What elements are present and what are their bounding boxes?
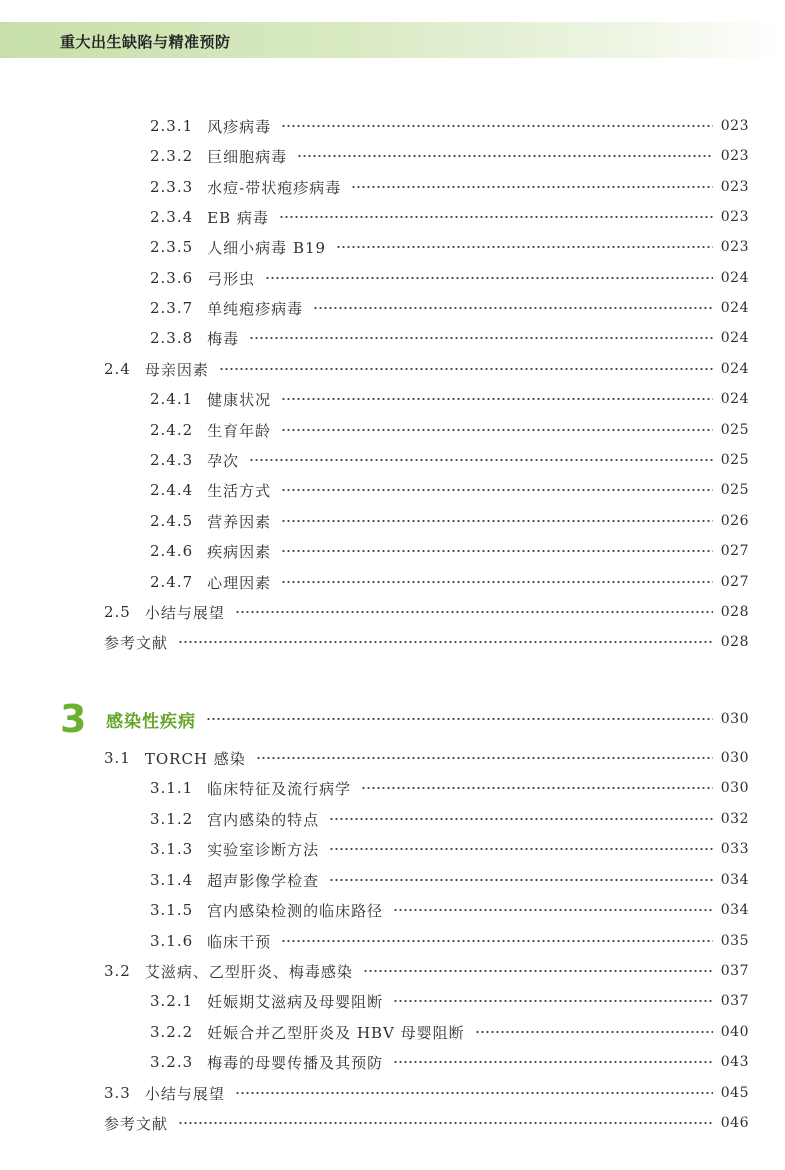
toc-entry-page: 027 <box>720 543 749 559</box>
toc-entry-number: 3.3 <box>104 1084 131 1102</box>
toc-entry-number: 3.1.1 <box>150 779 194 797</box>
toc-entry[interactable] <box>104 357 749 381</box>
toc-entry[interactable] <box>104 630 749 654</box>
toc-entry[interactable] <box>150 205 749 229</box>
dot-leader <box>351 185 713 189</box>
toc-entry-title: 健康状况 <box>207 390 272 409</box>
dot-leader <box>393 999 713 1003</box>
toc-entry-number: 3.1 <box>104 749 131 767</box>
toc-entry[interactable] <box>150 144 749 168</box>
toc-entry-number: 3.1.2 <box>150 810 194 828</box>
toc-entry[interactable] <box>150 266 749 290</box>
toc-entry-page: 023 <box>720 239 749 255</box>
toc-entry-title: 水痘-带状疱疹病毒 <box>207 178 342 197</box>
toc-entry-page: 024 <box>720 330 749 346</box>
toc-entry-number: 2.4.2 <box>150 421 194 439</box>
dot-leader <box>363 969 713 973</box>
toc-entry[interactable] <box>150 326 749 350</box>
toc-entry[interactable] <box>150 175 749 199</box>
dot-leader <box>329 817 713 821</box>
dot-leader <box>256 756 713 760</box>
toc-entry-number: 2.4.3 <box>150 451 194 469</box>
toc-entry-page: 037 <box>720 993 749 1009</box>
toc-entry-number: 2.3.8 <box>150 329 194 347</box>
toc-entry-page: 030 <box>720 750 749 766</box>
toc-entry[interactable] <box>150 570 749 594</box>
dot-leader <box>336 245 713 249</box>
toc-entry-page: 045 <box>720 1085 749 1101</box>
toc-entry[interactable] <box>104 746 749 770</box>
chapter-title: 感染性疾病 <box>106 711 196 732</box>
toc-entry[interactable] <box>150 478 749 502</box>
toc-entry[interactable] <box>150 807 749 831</box>
toc-entry[interactable] <box>150 509 749 533</box>
toc-entry-title: 生活方式 <box>207 481 272 500</box>
toc-entry-number: 3.1.4 <box>150 871 194 889</box>
toc-entry[interactable] <box>150 539 749 563</box>
dot-leader <box>281 519 713 523</box>
toc-entry-number: 2.5 <box>104 603 131 621</box>
toc-entry[interactable] <box>150 1050 749 1074</box>
toc-entry[interactable] <box>150 868 749 892</box>
dot-leader <box>475 1030 713 1034</box>
toc-entry[interactable] <box>150 837 749 861</box>
toc-entry-title: 弓形虫 <box>207 269 256 288</box>
toc-entry-title: 孕次 <box>207 451 240 470</box>
toc-entry-number: 3.1.5 <box>150 901 194 919</box>
toc-entry-title: 巨细胞病毒 <box>207 147 288 166</box>
toc-entry-title: 梅毒的母婴传播及其预防 <box>207 1053 384 1072</box>
dot-leader <box>249 458 713 462</box>
dot-leader <box>281 397 713 401</box>
toc-entry-number: 3.2.3 <box>150 1053 194 1071</box>
toc-entry[interactable] <box>150 989 749 1013</box>
toc-entry-page: 034 <box>720 902 749 918</box>
toc-entry-page: 037 <box>720 963 749 979</box>
toc-entry-page: 023 <box>720 118 749 134</box>
dot-leader <box>219 367 713 371</box>
dot-leader <box>393 908 713 912</box>
toc-entry-title: TORCH 感染 <box>144 749 246 768</box>
toc-entry[interactable] <box>150 235 749 259</box>
toc-entry-title: 疾病因素 <box>207 542 272 561</box>
toc-entry-title: 参考文献 <box>104 633 169 652</box>
toc-entry[interactable] <box>150 418 749 442</box>
toc-entry-page: 025 <box>720 452 749 468</box>
toc-entry-number: 2.3.3 <box>150 178 194 196</box>
toc-entry-page: 040 <box>720 1024 749 1040</box>
toc-entry-number: 2.4.4 <box>150 481 194 499</box>
toc-entry-title: 营养因素 <box>207 512 272 531</box>
toc-entry-number: 2.4 <box>104 360 131 378</box>
toc-entry[interactable] <box>150 448 749 472</box>
toc-entry-title: 母亲因素 <box>144 360 209 379</box>
toc-entry-number: 3.2 <box>104 962 131 980</box>
toc-entry-page: 023 <box>720 179 749 195</box>
toc-entry-title: 宫内感染检测的临床路径 <box>207 901 384 920</box>
toc-entry-title: 艾滋病、乙型肝炎、梅毒感染 <box>144 962 353 981</box>
toc-entry-title: 小结与展望 <box>144 1084 225 1103</box>
toc-entry-page: 043 <box>720 1054 749 1070</box>
toc-entry-title: 单纯疱疹病毒 <box>207 299 304 318</box>
toc-entry-page: 028 <box>720 634 749 650</box>
toc-entry-number: 3.1.6 <box>150 932 194 950</box>
toc-entry-page: 024 <box>720 270 749 286</box>
toc-entry[interactable] <box>104 1081 749 1105</box>
toc-entry-page: 030 <box>720 711 749 727</box>
toc-entry[interactable] <box>150 387 749 411</box>
dot-leader <box>281 488 713 492</box>
dot-leader <box>281 939 713 943</box>
dot-leader <box>313 306 713 310</box>
toc-entry-title: 生育年龄 <box>207 421 272 440</box>
dot-leader <box>279 215 713 219</box>
dot-leader <box>281 549 713 553</box>
toc-entry-number: 2.3.7 <box>150 299 194 317</box>
dot-leader <box>281 580 713 584</box>
toc-entry[interactable] <box>150 296 749 320</box>
toc-entry-number: 2.3.2 <box>150 147 194 165</box>
toc-entry-number: 3.2.2 <box>150 1023 194 1041</box>
toc-entry-number: 2.4.1 <box>150 390 194 408</box>
toc-entry[interactable] <box>150 898 749 922</box>
running-header-title: 重大出生缺陷与精准预防 <box>60 33 231 51</box>
dot-leader <box>281 124 713 128</box>
toc-entry-title: 超声影像学检查 <box>207 871 320 890</box>
toc-entry-title: 临床干预 <box>207 932 272 951</box>
toc-entry[interactable] <box>150 1020 749 1044</box>
chapter-number: 3 <box>60 697 87 741</box>
toc-entry-number: 3.2.1 <box>150 992 194 1010</box>
chapter-entry[interactable] <box>60 699 749 739</box>
toc-entry-page: 032 <box>720 811 749 827</box>
toc-entry-page: 028 <box>720 604 749 620</box>
toc-entry[interactable] <box>104 600 749 624</box>
toc-entry-page: 024 <box>720 391 749 407</box>
toc-entry[interactable] <box>104 1111 749 1135</box>
toc-entry[interactable] <box>150 114 749 138</box>
toc-entry-title: 实验室诊断方法 <box>207 840 320 859</box>
toc-entry-title: 梅毒 <box>207 329 240 348</box>
toc-entry-page: 033 <box>720 841 749 857</box>
toc-entry-title: 小结与展望 <box>144 603 225 622</box>
toc-entry-title: 风疹病毒 <box>207 117 272 136</box>
toc-entry-page: 035 <box>720 933 749 949</box>
toc-entry-title: 妊娠期艾滋病及母婴阻断 <box>207 992 384 1011</box>
dot-leader <box>265 276 713 280</box>
toc-entry-page: 024 <box>720 361 749 377</box>
toc-entry[interactable] <box>150 929 749 953</box>
toc-entry-number: 2.3.6 <box>150 269 194 287</box>
dot-leader <box>235 1091 713 1095</box>
toc-entry-number: 3.1.3 <box>150 840 194 858</box>
toc-entry-number: 2.4.6 <box>150 542 194 560</box>
toc-entry-number: 2.3.4 <box>150 208 194 226</box>
toc-entry-title: 参考文献 <box>104 1114 169 1133</box>
dot-leader <box>297 154 713 158</box>
dot-leader <box>235 610 713 614</box>
toc-entry-page: 025 <box>720 482 749 498</box>
toc-entry-page: 026 <box>720 513 749 529</box>
toc-entry-page: 027 <box>720 574 749 590</box>
toc-entry-title: 临床特征及流行病学 <box>207 779 352 798</box>
toc-entry-page: 025 <box>720 422 749 438</box>
toc-entry-title: 妊娠合并乙型肝炎及 HBV 母婴阻断 <box>207 1023 465 1042</box>
toc-entry[interactable] <box>150 776 749 800</box>
toc-entry-title: 人细小病毒 B19 <box>207 238 327 257</box>
toc-entry[interactable] <box>104 959 749 983</box>
toc-entry-number: 2.3.1 <box>150 117 194 135</box>
toc-entry-page: 024 <box>720 300 749 316</box>
toc-entry-number: 2.4.5 <box>150 512 194 530</box>
toc-entry-page: 046 <box>720 1115 749 1131</box>
toc-entry-page: 034 <box>720 872 749 888</box>
dot-leader <box>361 786 713 790</box>
toc-entry-title: 宫内感染的特点 <box>207 810 320 829</box>
toc-entry-page: 030 <box>720 780 749 796</box>
toc-entry-page: 023 <box>720 209 749 225</box>
dot-leader <box>393 1060 713 1064</box>
toc-entry-number: 2.4.7 <box>150 573 194 591</box>
dot-leader <box>249 336 713 340</box>
dot-leader <box>281 428 713 432</box>
dot-leader <box>329 847 713 851</box>
toc-entry-number: 2.3.5 <box>150 238 194 256</box>
dot-leader <box>178 1121 713 1125</box>
toc-entry-title: 心理因素 <box>207 573 272 592</box>
dot-leader <box>178 640 713 644</box>
toc-entry-title: EB 病毒 <box>207 208 269 227</box>
toc-entry-page: 023 <box>720 148 749 164</box>
dot-leader <box>206 717 713 721</box>
dot-leader <box>329 878 713 882</box>
